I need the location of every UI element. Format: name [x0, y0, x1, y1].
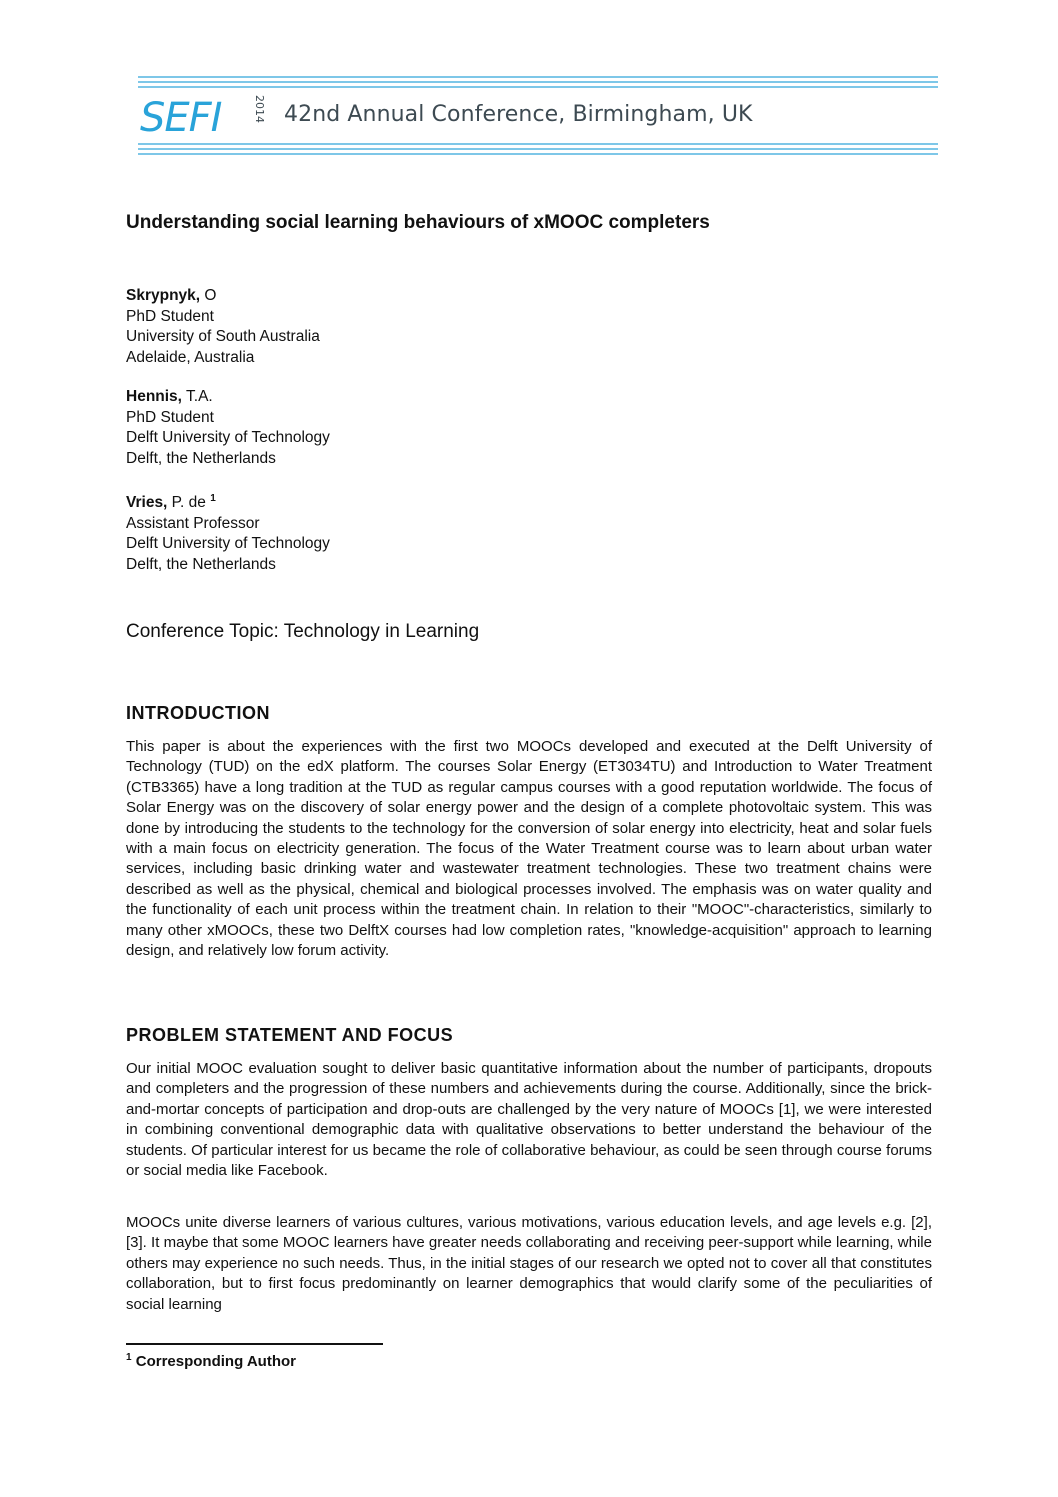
paper-title: Understanding social learning behaviours of xMOOC completers — [126, 212, 710, 233]
paragraph: MOOCs unite diverse learners of various cultures, various motivations, various education levels, and age levels e.g. [2], [3]. It maybe that some MOOC learners have greater needs collaborating and receiving peer-support while learning, while others may experience no such needs. Thus, in the initial stages of our research we opted not to cover all that constitutes collaboration, but to first focus predominantly on learner demographics that would clarify some of the peculiarities of social learning — [126, 1214, 932, 1313]
author-block — [126, 387, 330, 469]
author-name — [126, 387, 330, 408]
logo-year: 2014 — [253, 95, 266, 123]
paragraph: This paper is about the experiences with the first two MOOCs developed and executed at the Delft University of Technology (TUD) on the edX platform. The courses Solar Energy (ET3034TU) and Introduction to Water Treatment (CTB3365) have a long tradition at the TUD as regular campus courses with a good reputation worldwide. The focus of Solar Energy was on the discovery of solar energy power and the design of a complete photovoltaic system. This was done by introducing the students to the technology for the conversion of solar energy into electricity, heat and solar fuels with a main focus on electricity generation. The focus of the Water Treatment course was to learn about urban water services, including basic drinking water and wastewater treatment technologies. These two treatment chains were described as well as the physical, chemical and biological processes involved. The emphasis was on water quality and the functionality of each unit process within the treatment chain. In relation to their "MOOC"-characteristics, similarly to many other xMOOCs, these two DelftX courses had low completion rates, "knowledge-acquisition" approach to learning design, and relatively low forum activity. — [126, 738, 932, 960]
author-affiliation: Delft University of Technology — [126, 429, 330, 446]
footnote-text: Corresponding Author — [131, 1353, 296, 1370]
author-initials: P. de — [167, 494, 211, 512]
author-location: Delft, the Netherlands — [126, 555, 276, 573]
author-affiliation: University of South Australia — [126, 328, 320, 345]
sefi-logo — [140, 95, 270, 137]
footnote-marker: 1 — [210, 493, 216, 504]
conference-title: 42nd Annual Conference, Birmingham, UK — [284, 102, 753, 127]
author-name — [126, 286, 320, 307]
author-block — [126, 286, 320, 368]
footnote — [126, 1352, 296, 1370]
author-surname: Skrypnyk, — [126, 287, 201, 304]
author-role: Assistant Professor — [126, 514, 260, 532]
logo-text: SEFI — [140, 95, 222, 137]
author-block — [126, 489, 330, 575]
header-rule-top — [138, 76, 938, 91]
author-role: PhD Student — [126, 307, 214, 325]
author-affiliation: Delft University of Technology — [126, 535, 330, 553]
author-role: PhD Student — [126, 408, 214, 426]
conference-topic: Conference Topic: Technology in Learning — [126, 621, 480, 642]
author-name — [126, 489, 330, 514]
header-rule-bottom — [138, 143, 938, 158]
section-heading-introduction: INTRODUCTION — [126, 703, 270, 723]
footnote-mark: 1 — [126, 1352, 132, 1363]
author-location: Adelaide, Australia — [126, 348, 255, 366]
footnote-rule — [126, 1343, 383, 1345]
section-heading-problem-statement: PROBLEM STATEMENT AND FOCUS — [126, 1025, 454, 1045]
author-location: Delft, the Netherlands — [126, 449, 276, 467]
author-initials: O — [200, 287, 217, 304]
author-surname: Vries, — [126, 494, 168, 512]
author-initials: T.A. — [181, 388, 213, 405]
paragraph: Our initial MOOC evaluation sought to deliver basic quantitative information about the number of participants, dropouts and completers and the progression of these numbers and achievements during the course. Additionally, since the brick-and-mortar concepts of participation and drop-outs are challenged by the very nature of MOOCs [1], we were interested in combining conventional demographic data with qualitative observations to better understand the behaviour of the students. Of particular interest for us became the role of collaborative behaviour, as could be seen through course forums or social media like Facebook. — [126, 1060, 932, 1180]
author-surname: Hennis, — [126, 388, 182, 405]
